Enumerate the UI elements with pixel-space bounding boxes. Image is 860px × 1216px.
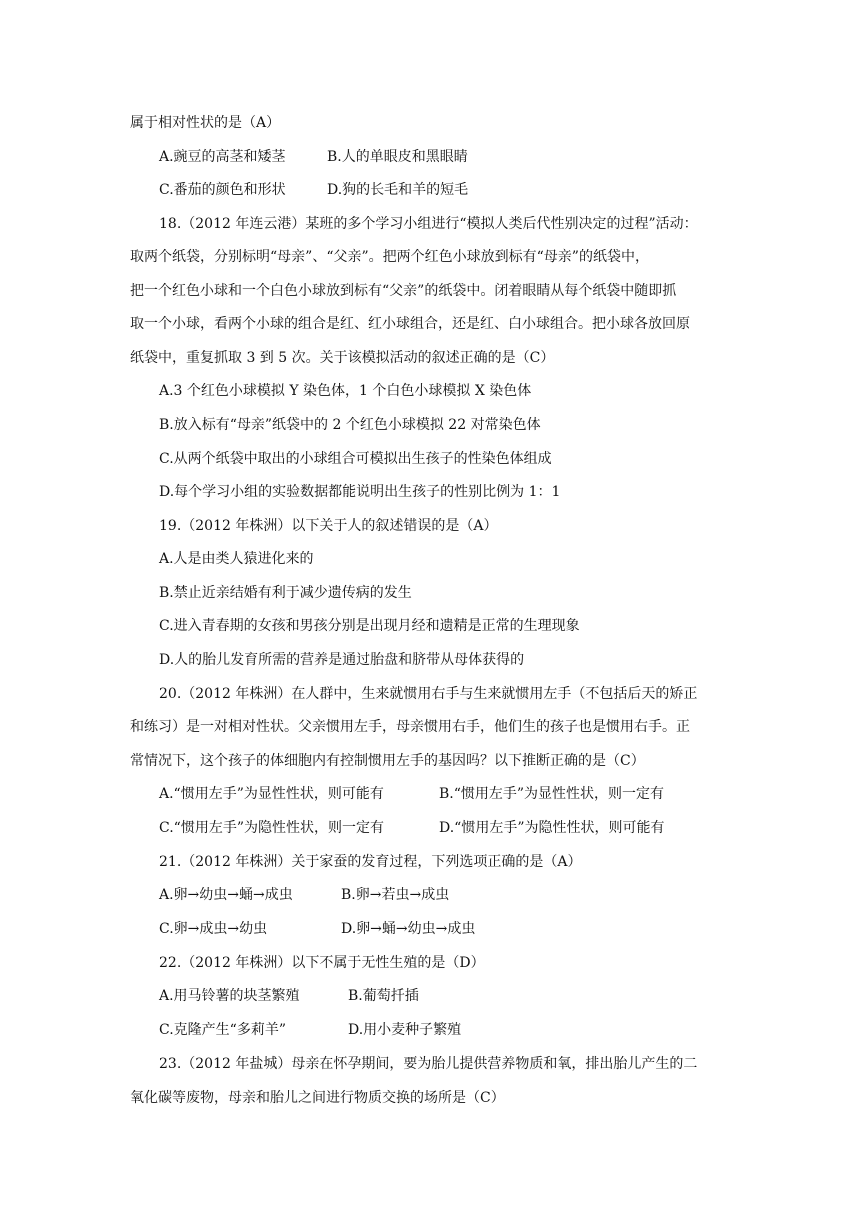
- q17-stem-text: 属于相对性状的是（A）: [130, 115, 281, 131]
- q20-stem-text-3: 常情况下，这个孩子的体细胞内有控制惯用左手的基因吗？以下推断正确的是（C）: [130, 753, 645, 769]
- q22-stem-text: 22.（2012 年株洲）以下不属于无性生殖的是（D）: [159, 955, 485, 971]
- q17-option-c: C.番茄的颜色和形状: [159, 182, 286, 198]
- q21-option-b: B.卵→若虫→成虫: [341, 887, 450, 903]
- q21-option-d: D.卵→蛹→幼虫→成虫: [341, 921, 476, 937]
- q22-option-b: B.葡萄扦插: [348, 988, 419, 1004]
- q18-option-a: A.3 个红色小球模拟 Y 染色体，1 个白色小球模拟 X 染色体: [159, 383, 532, 399]
- q18-stem-text-3: 把一个红色小球和一个白色小球放到标有“父亲”的纸袋中。闭着眼睛从每个纸袋中随即抓: [130, 283, 677, 299]
- q18-stem-text-5: 纸袋中，重复抓取 3 到 5 次。关于该模拟活动的叙述正确的是（C）: [130, 350, 555, 366]
- q17-option-a: A.豌豆的高茎和矮茎: [159, 149, 286, 165]
- q17-option-b: B.人的单眼皮和黑眼睛: [327, 149, 468, 165]
- q17-option-d: D.狗的长毛和羊的短毛: [327, 182, 469, 198]
- q22-option-d: D.用小麦种子繁殖: [348, 1022, 462, 1038]
- q22-option-c: C.克隆产生“多莉羊”: [159, 1022, 286, 1038]
- q20-option-a: A.“惯用左手”为显性性状，则可能有: [159, 786, 384, 802]
- q21-stem-text: 21.（2012 年株洲）关于家蚕的发育过程，下列选项正确的是（A）: [159, 854, 582, 870]
- q18-stem-text-1: 18.（2012 年连云港）某班的多个学习小组进行“模拟人类后代性别决定的过程”活动：: [159, 216, 698, 232]
- q19-option-a: A.人是由类人猿进化来的: [159, 551, 314, 567]
- q20-stem-text-1: 20.（2012 年株洲）在人群中，生来就惯用右手与生来就惯用左手（不包括后天的矫正: [159, 686, 698, 702]
- q18-option-c: C.从两个纸袋中取出的小球组合可模拟出生孩子的性染色体组成: [159, 451, 552, 467]
- q23-stem-text-2: 氧化碳等废物，母亲和胎儿之间进行物质交换的场所是（C）: [130, 1090, 505, 1106]
- q19-stem-text: 19.（2012 年株洲）以下关于人的叙述错误的是（A）: [159, 518, 498, 534]
- q19-option-b: B.禁止近亲结婚有利于减少遗传病的发生: [159, 585, 412, 601]
- q21-option-a: A.卵→幼虫→蛹→成虫: [159, 887, 293, 903]
- q19-option-d: D.人的胎儿发育所需的营养是通过胎盘和脐带从母体获得的: [159, 652, 525, 668]
- q20-stem-text-2: 和练习）是一对相对性状。父亲惯用左手，母亲惯用右手，他们生的孩子也是惯用右手。正: [130, 719, 690, 735]
- q19-option-c: C.进入青春期的女孩和男孩分别是出现月经和遗精是正常的生理现象: [159, 618, 580, 634]
- q22-option-a: A.用马铃薯的块茎繁殖: [159, 988, 300, 1004]
- q18-option-d: D.每个学习小组的实验数据都能说明出生孩子的性别比例为 1：1: [159, 484, 561, 500]
- q20-option-d: D.“惯用左手”为隐性性状，则可能有: [439, 820, 665, 836]
- q18-option-b: B.放入标有“母亲”纸袋中的 2 个红色小球模拟 22 对常染色体: [159, 417, 541, 433]
- q21-option-c: C.卵→成虫→幼虫: [159, 921, 268, 937]
- q18-stem-text-2: 取两个纸袋，分别标明“母亲”、“父亲”。把两个红色小球放到标有“母亲”的纸袋中，: [130, 249, 649, 265]
- q20-option-c: C.“惯用左手”为隐性性状，则一定有: [159, 820, 384, 836]
- q23-stem-text-1: 23.（2012 年盐城）母亲在怀孕期间，要为胎儿提供营养物质和氧，排出胎儿产生的二: [159, 1056, 698, 1072]
- q20-option-b: B.“惯用左手”为显性性状，则一定有: [439, 786, 665, 802]
- q18-stem-text-4: 取一个小球，看两个小球的组合是红、红小球组合，还是红、白小球组合。把小球各放回原: [130, 316, 690, 332]
